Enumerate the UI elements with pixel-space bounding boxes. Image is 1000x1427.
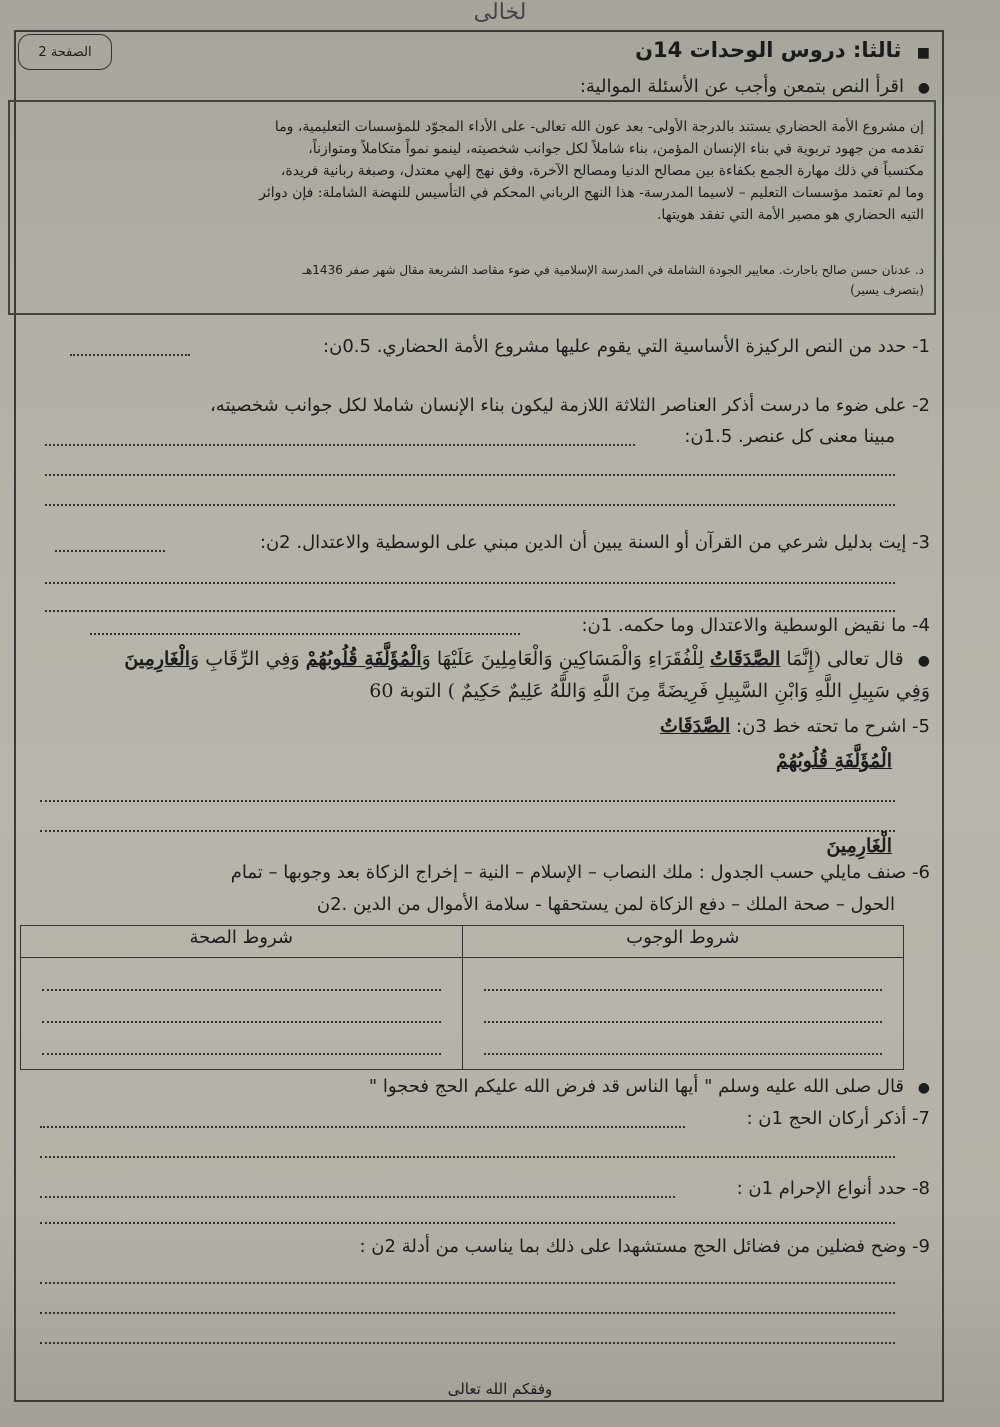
answer-line[interactable] (40, 1282, 895, 1284)
table-cell-wujub[interactable] (462, 958, 904, 1070)
question-2-cont: مبينا معنى كل عنصر. 1.5ن: (684, 426, 895, 447)
table-header-sihha: شروط الصحة (21, 926, 463, 958)
question-9: 9- وضح فضلين من فضائل الحج مستشهدا على ذلك بما يناسب من أدلة 2ن : (359, 1236, 930, 1257)
dot-bullet-icon: ● (917, 80, 930, 96)
question-1: 1- حدد من النص الركيزة الأساسية التي يقوم عليها مشروع الأمة الحضاري. 0.5ن: (323, 336, 930, 357)
passage-line: تقدمه من جهود تربوية في بناء الإنسان المؤمن، بناء شاملاً لكل جوانب شخصيته، لينمو نمواً متكاملاً ومتوازناً، (308, 141, 924, 157)
square-bullet-icon: ■ (916, 45, 930, 61)
question-5-text: 5- اشرح ما تحته خط 3ن: (736, 716, 930, 737)
answer-line[interactable] (42, 959, 441, 991)
answer-line[interactable] (40, 830, 895, 832)
dot-bullet-icon: ● (917, 653, 930, 669)
question-8: 8- حدد أنواع الإحرام 1ن : (736, 1178, 930, 1199)
answer-line[interactable] (484, 1023, 883, 1055)
answer-line[interactable] (90, 633, 520, 635)
passage-text (20, 116, 924, 226)
answer-line[interactable] (40, 1156, 895, 1158)
answer-line[interactable] (42, 991, 441, 1023)
question-6-cont: الحول – صحة الملك – دفع الزكاة لمن يستحقها - سلامة الأموال من الدين .2ن (316, 894, 895, 915)
answer-line[interactable] (40, 800, 895, 802)
answer-line[interactable] (45, 474, 895, 476)
classification-table (20, 925, 904, 1070)
hadith-text: قال صلى الله عليه وسلم " أيها الناس قد فرض الله عليكم الحج فحجوا " (368, 1076, 905, 1097)
section-title-text: ثالثا: دروس الوحدات 14ن (635, 38, 902, 62)
question-6: 6- صنف مايلي حسب الجدول : ملك النصاب – الإسلام – النية – إخراج الزكاة بعد وجوبها – تمام (230, 862, 930, 883)
answer-line[interactable] (55, 550, 165, 552)
passage-box (8, 100, 936, 315)
answer-line[interactable] (40, 1196, 675, 1198)
verse-line-1 (124, 648, 930, 670)
answer-line[interactable] (484, 959, 883, 991)
answer-line[interactable] (45, 582, 895, 584)
verse-intro: قال تعالى ( (813, 648, 904, 670)
closing-wish: وفقكم الله تعالى (447, 1380, 553, 1398)
answer-line[interactable] (45, 444, 635, 446)
table-cell-sihha[interactable] (21, 958, 463, 1070)
question-7: 7- أذكر أركان الحج 1ن : (746, 1108, 930, 1129)
source-note: (بتصرف يسير) (850, 283, 924, 297)
table-header-wujub: شروط الوجوب (462, 926, 904, 958)
question-5 (660, 715, 930, 737)
term-sadaqat: الصَّدَقَاتُ (659, 715, 731, 737)
section-title (635, 38, 930, 62)
answer-line[interactable] (45, 610, 895, 612)
source-citation: د. عدنان حسن صالح باحارث. معايير الجودة الشاملة في المدرسة الإسلامية في ضوء مقاصد الشريعة مقال شهر صفر 1436هـ (302, 263, 924, 277)
passage-line: إن مشروع الأمة الحضاري يستند بالدرجة الأولى- بعد عون الله تعالى- على الأداء المجوّد للمؤسسات التعليمية، وما (274, 119, 924, 135)
verse-text: إِنَّمَا (780, 648, 814, 670)
hadith-line (369, 1076, 930, 1097)
instruction-text: اقرأ النص بتمعن وأجب عن الأسئلة الموالية: (579, 76, 905, 97)
dot-bullet-icon: ● (917, 1080, 930, 1096)
answer-line[interactable] (40, 1342, 895, 1344)
answer-line[interactable] (484, 991, 883, 1023)
question-2: 2- على ضوء ما درست أذكر العناصر الثلاثة اللازمة ليكون بناء الإنسان شاملا لكل جوانب شخصيته، (209, 395, 930, 416)
question-3: 3- إيت بدليل شرعي من القرآن أو السنة يبين أن الدين مبني على الوسطية والاعتدال. 2ن: (259, 532, 930, 553)
verse-text: وَفِي الرِّقَابِ وَ (190, 648, 306, 670)
passage-source (302, 260, 924, 300)
top-handwriting: ﻟﺨﺎﻟﻰ (473, 0, 527, 25)
underlined-term: الْغَارِمِينَ (124, 648, 190, 670)
answer-line[interactable] (40, 1222, 895, 1224)
term-muallafa: الْمُؤَلَّفَةِ قُلُوبُهُمْ (776, 750, 892, 772)
answer-line[interactable] (42, 1023, 441, 1055)
answer-line[interactable] (70, 354, 190, 356)
underlined-term: الصَّدَقَاتُ (710, 648, 781, 670)
verse-text: لِلْفُقَرَاءِ وَالْمَسَاكِينِ وَالْعَامِلِينَ عَلَيْهَا وَ (421, 648, 711, 670)
question-4: 4- ما نقيض الوسطية والاعتدال وما حكمه. 1ن: (581, 615, 930, 636)
passage-line: التيه الحضاري هو مصير الأمة التي تفقد هويتها. (656, 207, 924, 223)
answer-line[interactable] (40, 1312, 895, 1314)
term-gharimin: الْغَارِمِينَ (826, 835, 892, 857)
underlined-term: الْمُؤَلَّفَةِ قُلُوبُهُمْ (305, 648, 422, 670)
answer-line[interactable] (40, 1126, 685, 1128)
passage-line: مكتسباً في ذلك مهارة الجمع بكفاءة بين مصالح الدنيا ومصالح الآخرة، وفق نهج إلهي معتدل، وصبغة ربانية فريدة، (280, 163, 924, 179)
answer-line[interactable] (45, 504, 895, 506)
page-number-box: الصفحة 2 (18, 34, 112, 70)
passage-line: وما لم تعتمد مؤسسات التعليم – لاسيما المدرسة- هذا النهج الرباني المحكم في التأسيس للنهضة الشاملة: فإن دوائر (259, 185, 924, 201)
passage-instruction (580, 76, 930, 97)
verse-line-2: وَفِي سَبِيلِ اللَّهِ وَابْنِ السَّبِيلِ فَرِيضَةً مِنَ اللَّهِ وَاللَّهُ عَلِيمٌ حَكِيمٌ ) التوبة 60 (369, 680, 930, 702)
